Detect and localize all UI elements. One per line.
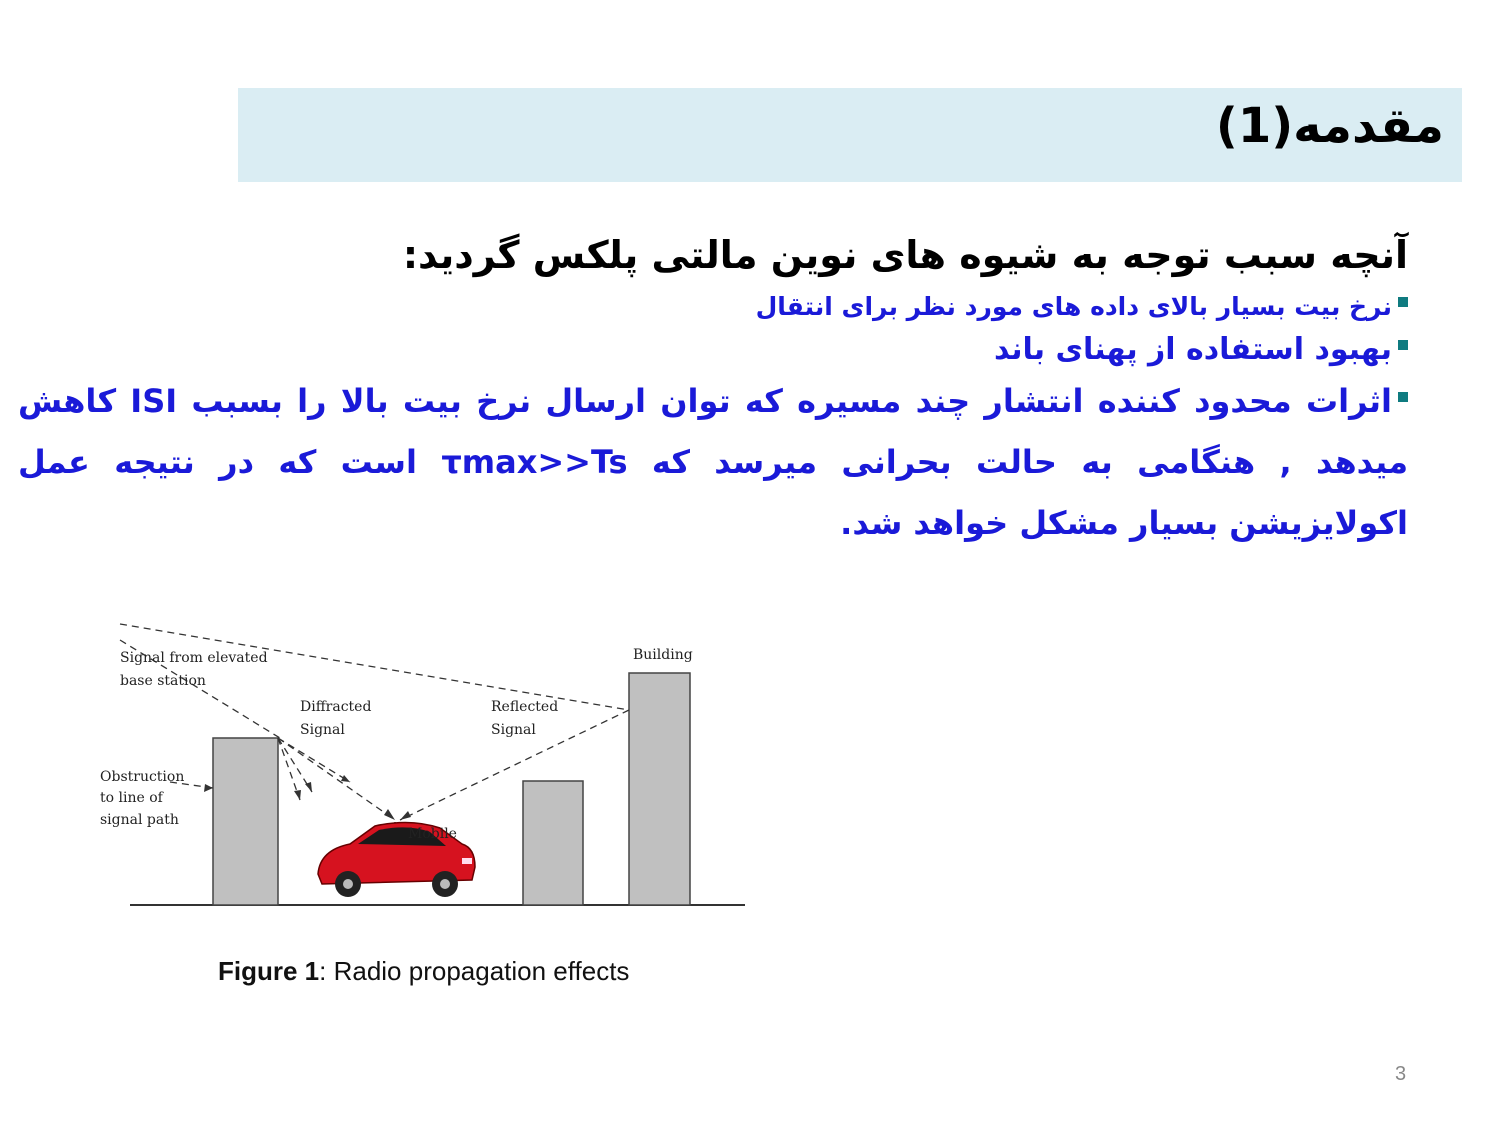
bullet-text: نرخ بیت بسیار بالای داده های مورد نظر برای انتقال (755, 292, 1392, 321)
label-reflected: Reflected (491, 699, 559, 715)
bullet-item (18, 289, 1408, 325)
bullet-item (18, 371, 1408, 554)
label-obstruction: Obstruction (100, 769, 185, 785)
bullet-square-icon (1398, 392, 1408, 402)
building-middle (523, 781, 583, 905)
radio-propagation-figure (90, 612, 760, 1002)
label-elevated: Signal from elevated (120, 650, 268, 666)
label-diffracted: Diffracted (300, 699, 372, 715)
label-reflected-signal: Signal (491, 722, 536, 738)
label-obstruction-line: to line of (100, 790, 163, 806)
figure-caption-bold: Figure 1 (218, 956, 320, 986)
label-obstruction-path: signal path (100, 812, 179, 828)
bullet-text: بهبود استفاده از پهنای باند (993, 332, 1392, 367)
bullet-list (18, 289, 1408, 554)
figure-caption (218, 956, 629, 986)
slide-title: مقدمه(1) (1215, 98, 1444, 154)
slide-body (18, 228, 1408, 554)
building-right (629, 673, 690, 905)
bullet-square-icon (1398, 340, 1408, 350)
intro-text: آنچه سبب توجه به شیوه های نوین مالتی پلکس گردید: (402, 233, 1408, 277)
bullet-item (18, 329, 1408, 371)
bullet-text: اثرات محدود کننده انتشار چند مسیره که توان ارسال نرخ بیت بالا را بسبب ISI کاهش میدهد , هنگامی به حالت بحرانی میرسد که τmax>>Ts است که در نتیجه عمل اکولایزیشن بسیار مشکل خواهد شد. (18, 382, 1409, 542)
label-diffracted-signal: Signal (300, 722, 345, 738)
label-mobile: Mobile (408, 826, 457, 842)
building-left (213, 738, 278, 905)
page-number: 3 (1395, 1063, 1407, 1085)
bullet-square-icon (1398, 297, 1408, 307)
label-base-station: base station (120, 673, 206, 689)
label-building: Building (633, 647, 693, 663)
figure-caption-text: : Radio propagation effects (319, 956, 630, 986)
title-bar (238, 88, 1462, 182)
